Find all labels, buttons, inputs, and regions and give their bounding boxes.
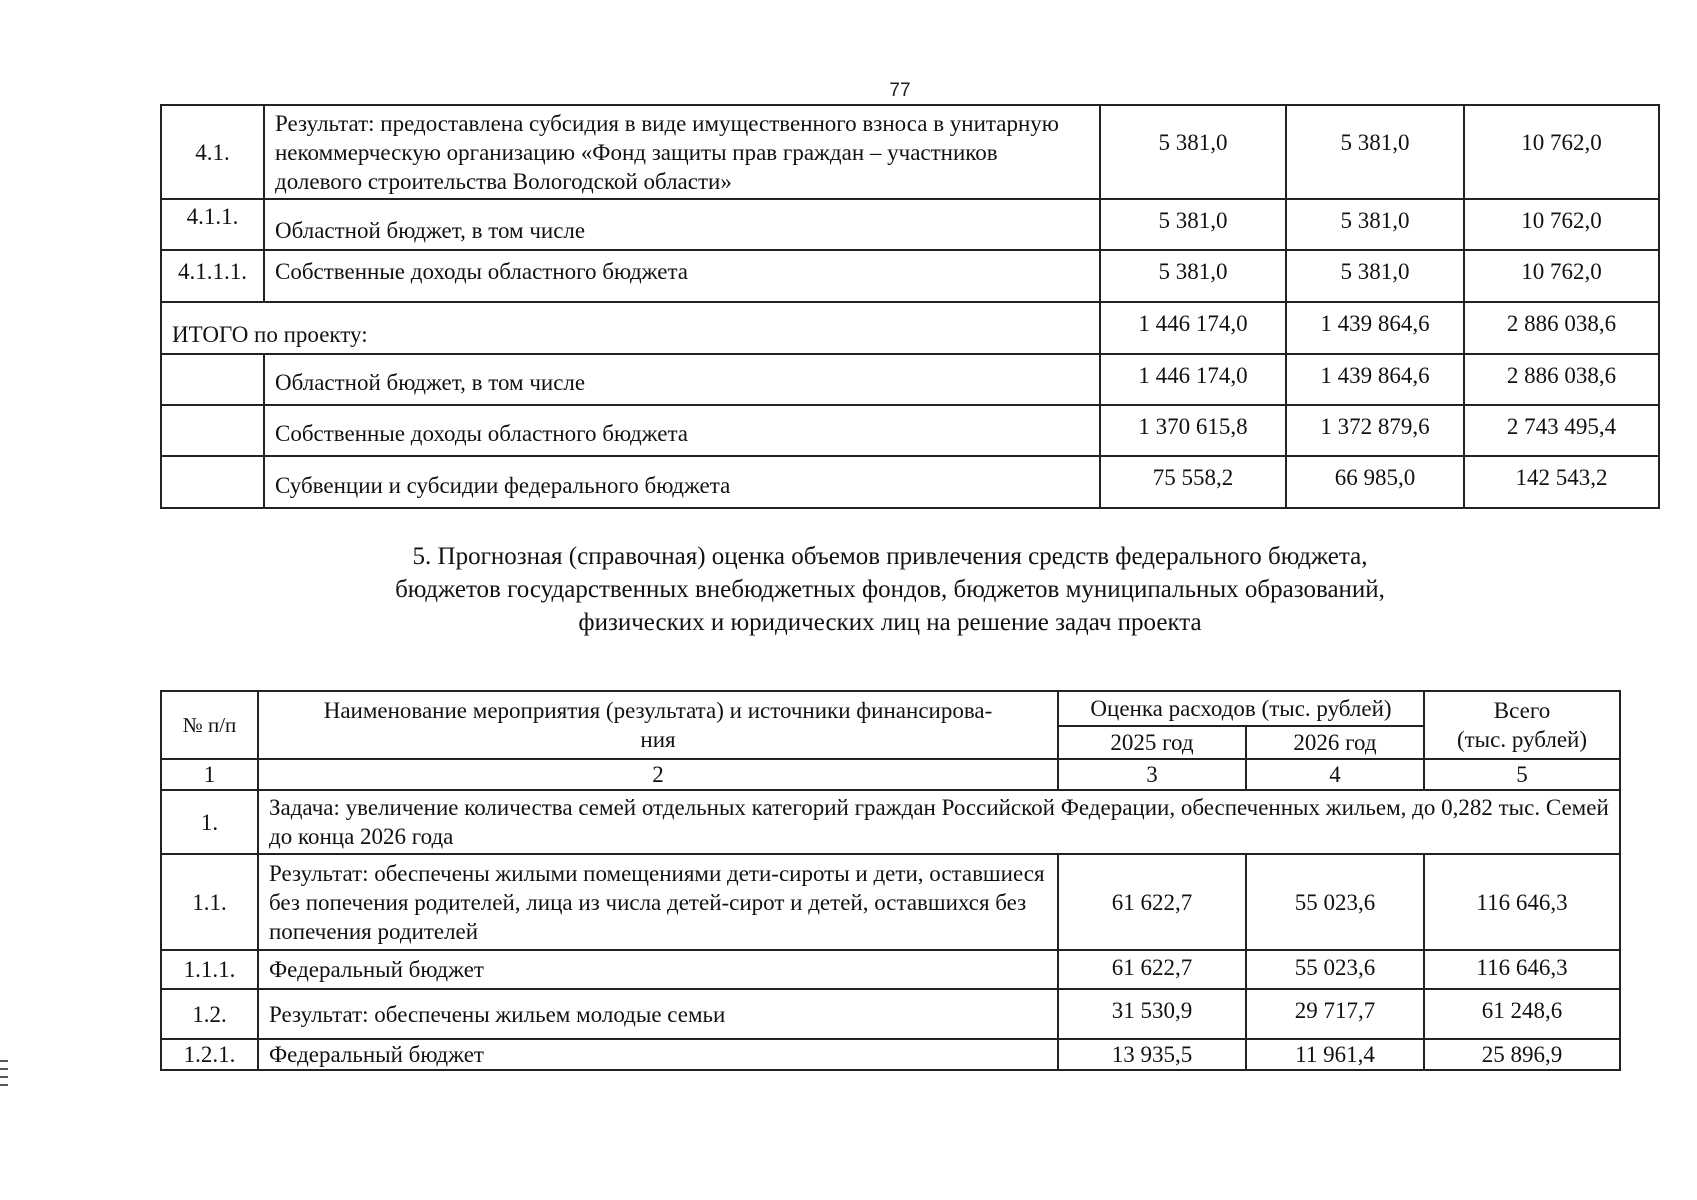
section-heading-line: бюджетов государственных внебюджетных фондов, бюджетов муниципальных образований, xyxy=(395,576,1385,603)
row-name: Результат: обеспечены жильем молодые семьи xyxy=(258,989,1058,1039)
row-number: 4.1.1. xyxy=(161,199,264,250)
row-name: Субвенции и субсидии федерального бюджета xyxy=(264,456,1100,508)
header-name-line: ния xyxy=(640,727,676,752)
value-total: 25 896,9 xyxy=(1424,1039,1620,1070)
itogo-row xyxy=(161,302,1659,354)
value-2025: 5 381,0 xyxy=(1100,250,1286,302)
row-number: 1.1. xyxy=(161,854,258,950)
table-row xyxy=(161,989,1620,1039)
empty-cell xyxy=(161,354,264,405)
header-estimate: Оценка расходов (тыс. рублей) xyxy=(1058,691,1424,726)
table-row xyxy=(161,250,1659,302)
value-2026: 5 381,0 xyxy=(1286,199,1464,250)
value-total: 2 743 495,4 xyxy=(1464,405,1659,456)
value-2026: 1 372 879,6 xyxy=(1286,405,1464,456)
value-total: 2 886 038,6 xyxy=(1464,302,1659,354)
budget-table-continuation xyxy=(160,104,1660,509)
value-2026: 1 439 864,6 xyxy=(1286,354,1464,405)
section-heading-line: физических и юридических лиц на решение задач проекта xyxy=(578,609,1202,636)
table-row xyxy=(161,354,1659,405)
scan-mark xyxy=(0,1060,8,1062)
value-2026: 55 023,6 xyxy=(1246,950,1424,989)
task-number: 1. xyxy=(161,790,258,854)
scan-mark xyxy=(0,1084,8,1086)
header-number: № п/п xyxy=(161,691,258,759)
page-number: 77 xyxy=(889,80,911,101)
header-total xyxy=(1424,691,1620,759)
value-2025: 1 446 174,0 xyxy=(1100,302,1286,354)
value-2026: 1 439 864,6 xyxy=(1286,302,1464,354)
row-name: Областной бюджет, в том числе xyxy=(264,354,1100,405)
row-name: Федеральный бюджет xyxy=(258,1039,1058,1070)
value-2026: 55 023,6 xyxy=(1246,854,1424,950)
value-2026: 11 961,4 xyxy=(1246,1039,1424,1070)
row-name: Областной бюджет, в том числе xyxy=(264,199,1100,250)
header-total-line: Всего xyxy=(1493,698,1551,723)
header-year-2025: 2025 год xyxy=(1058,726,1246,759)
scan-margin-marks xyxy=(0,1060,10,1092)
value-2025: 5 381,0 xyxy=(1100,105,1286,199)
value-2025: 1 446 174,0 xyxy=(1100,354,1286,405)
empty-cell xyxy=(161,405,264,456)
table-row xyxy=(161,1039,1620,1070)
empty-cell xyxy=(161,456,264,508)
header-total-line: (тыс. рублей) xyxy=(1456,727,1588,752)
value-2025: 75 558,2 xyxy=(1100,456,1286,508)
table-row xyxy=(161,405,1659,456)
scan-mark xyxy=(0,1076,8,1078)
value-total: 142 543,2 xyxy=(1464,456,1659,508)
value-total: 10 762,0 xyxy=(1464,250,1659,302)
row-number: 1.1.1. xyxy=(161,950,258,989)
value-total: 61 248,6 xyxy=(1424,989,1620,1039)
column-number: 5 xyxy=(1424,759,1620,790)
value-2025: 5 381,0 xyxy=(1100,199,1286,250)
value-total: 10 762,0 xyxy=(1464,105,1659,199)
row-name: Собственные доходы областного бюджета xyxy=(264,405,1100,456)
value-2025: 61 622,7 xyxy=(1058,950,1246,989)
column-number: 1 xyxy=(161,759,258,790)
value-2025: 13 935,5 xyxy=(1058,1039,1246,1070)
row-number: 4.1. xyxy=(161,105,264,199)
header-name-line: Наименование мероприятия (результата) и источники финансирова- xyxy=(323,698,993,723)
value-2026: 29 717,7 xyxy=(1246,989,1424,1039)
itogo-label: ИТОГО по проекту: xyxy=(161,302,1100,354)
table-row xyxy=(161,199,1659,250)
value-2026: 5 381,0 xyxy=(1286,250,1464,302)
value-total: 2 886 038,6 xyxy=(1464,354,1659,405)
task-text: Задача: увеличение количества семей отдельных категорий граждан Российской Федерации, обеспеченных жильем, до 0,282 тыс. Семей до конца 2026 года xyxy=(258,790,1620,854)
table-row xyxy=(161,854,1620,950)
row-name: Результат: обеспечены жилыми помещениями дети-сироты и дети, оставшиеся без попечения родителей, лица из числа детей-сирот и детей, оставшихся без попечения родителей xyxy=(258,854,1058,950)
column-number: 2 xyxy=(258,759,1058,790)
row-name: Результат: предоставлена субсидия в виде имущественного взноса в унитарную некоммерческую организацию «Фонд защиты прав граждан – участников долевого строительства Вологодской области» xyxy=(264,105,1100,199)
value-total: 116 646,3 xyxy=(1424,950,1620,989)
table-row xyxy=(161,456,1659,508)
value-2026: 66 985,0 xyxy=(1286,456,1464,508)
column-numbers-row xyxy=(161,759,1620,790)
table-row xyxy=(161,105,1659,199)
row-name: Федеральный бюджет xyxy=(258,950,1058,989)
table-header-row xyxy=(161,691,1620,726)
value-total: 10 762,0 xyxy=(1464,199,1659,250)
value-total: 116 646,3 xyxy=(1424,854,1620,950)
value-2025: 61 622,7 xyxy=(1058,854,1246,950)
column-number: 4 xyxy=(1246,759,1424,790)
task-row xyxy=(161,790,1620,854)
column-number: 3 xyxy=(1058,759,1246,790)
row-number: 1.2.1. xyxy=(161,1039,258,1070)
table-row xyxy=(161,950,1620,989)
value-2025: 1 370 615,8 xyxy=(1100,405,1286,456)
header-year-2026: 2026 год xyxy=(1246,726,1424,759)
value-2026: 5 381,0 xyxy=(1286,105,1464,199)
header-name xyxy=(258,691,1058,759)
value-2025: 31 530,9 xyxy=(1058,989,1246,1039)
section-heading-line: 5. Прогнозная (справочная) оценка объемов привлечения средств федерального бюджета, xyxy=(412,543,1368,570)
scan-mark xyxy=(0,1068,8,1070)
row-number: 4.1.1.1. xyxy=(161,250,264,302)
row-number: 1.2. xyxy=(161,989,258,1039)
section-heading xyxy=(160,540,1620,639)
row-name: Собственные доходы областного бюджета xyxy=(264,250,1100,302)
funding-estimate-table xyxy=(160,690,1621,1071)
